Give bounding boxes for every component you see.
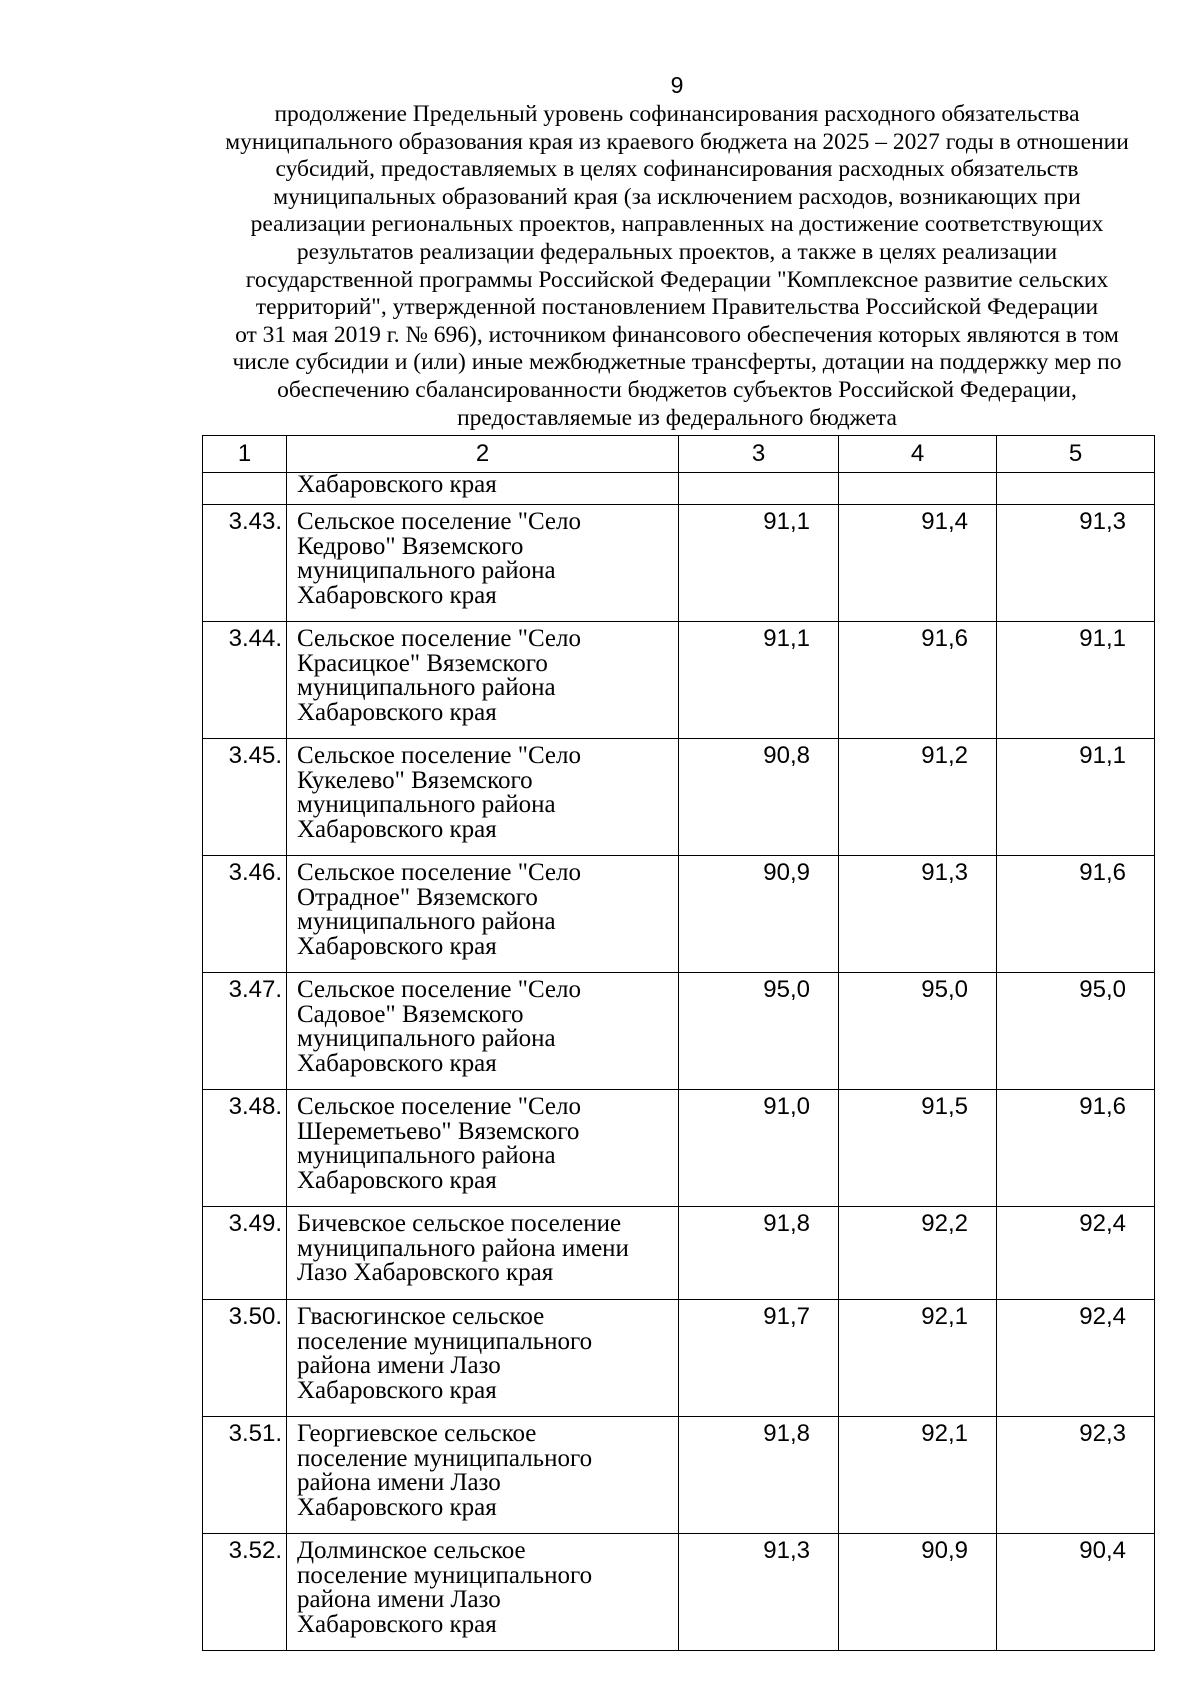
row-name-line: района имени Лазо [297,1352,501,1379]
row-number: 3.47. [203,973,287,1090]
heading-line: территорий", утвержденной постановлением Правительства Российской Федерации [255,294,1099,321]
row-name [287,1207,679,1300]
table-row [203,1090,1155,1207]
row-name [287,622,679,739]
table-row [203,1534,1155,1651]
row-name-line: поселение муниципального [297,1561,593,1589]
value-2026: 91,4 [839,505,997,622]
row-name-line: Лазо Хабаровского края [297,1259,554,1286]
table-row [203,856,1155,973]
value-2027: 92,4 [997,1207,1155,1300]
table-row [203,1300,1155,1417]
value-2027: 92,3 [997,1417,1155,1534]
row-name-line: Сельское поселение "Село [297,859,582,886]
column-header: 4 [839,436,997,473]
row-name-line: Георгиевское сельское [297,1420,537,1447]
row-name-line: Хабаровского края [297,581,497,609]
row-name [287,1300,679,1417]
row-name [287,739,679,856]
heading-line: результатов реализации федеральных проектов, а также в целях реализации [296,238,1058,265]
row-name-line: муниципального района [297,674,556,701]
row-name-line: Долминское сельское [297,1537,526,1564]
continuation-row [203,473,1155,505]
value-2026: 92,1 [839,1300,997,1417]
row-name-line: поселение муниципального [297,1327,593,1355]
row-name-line: Сельское поселение "Село [297,1093,582,1120]
row-name-line: муниципального района [297,557,556,584]
row-number: 3.49. [203,1207,287,1300]
row-name-line: Сельское поселение "Село [297,625,582,652]
row-name-line: муниципального района [297,791,556,818]
row-number: 3.43. [203,505,287,622]
column-header: 5 [997,436,1155,473]
heading-line: муниципального образования края из краевого бюджета на 2025 – 2027 годы в отношении [225,128,1129,155]
value-2027: 91,1 [997,622,1155,739]
value-2026: 91,3 [839,856,997,973]
value-2025: 91,8 [679,1417,839,1534]
row-name-line: Гвасюгинское сельское [297,1303,545,1330]
value-2026: 92,2 [839,1207,997,1300]
row-name-line: Бичевское сельское поселение [297,1210,622,1237]
table-row [203,973,1155,1090]
table-row [203,622,1155,739]
row-name-line: муниципального района имени [297,1234,629,1262]
row-number: 3.51. [203,1417,287,1534]
row-name-line: Хабаровского края [297,932,497,960]
row-name-line: района имени Лазо [297,1469,501,1496]
row-name-line: Кукелево" Вяземского [297,766,533,794]
row-name-line: Хабаровского края [297,1166,497,1194]
row-name-line: муниципального района [297,908,556,935]
row-name-line: муниципального района [297,1025,556,1052]
table-row [203,739,1155,856]
heading-line: предоставляемые из федерального бюджета [457,404,897,431]
value-2027: 95,0 [997,973,1155,1090]
heading-line: государственной программы Российской Федерации "Комплексное развитие сельских [245,266,1109,293]
row-number: 3.44. [203,622,287,739]
row-number: 3.48. [203,1090,287,1207]
row-name-line: Хабаровского края [297,815,497,843]
value-2026: 92,1 [839,1417,997,1534]
row-name-line: Хабаровского края [297,1610,497,1638]
value-2025: 90,8 [679,739,839,856]
value-2027: 91,3 [997,505,1155,622]
row-name-line: Хабаровского края [297,698,497,726]
row-name-line: района имени Лазо [297,1586,501,1613]
value-2026: 91,6 [839,622,997,739]
row-name-line: Сельское поселение "Село [297,742,582,769]
column-header: 3 [679,436,839,473]
row-number: 3.45. [203,739,287,856]
heading-line: числе субсидии и (или) иные межбюджетные трансферты, дотации на поддержку мер по [232,349,1122,376]
value-2026: 90,9 [839,1534,997,1651]
value-2025: 91,8 [679,1207,839,1300]
row-number: 3.46. [203,856,287,973]
table-row [203,1207,1155,1300]
page-number: 9 [670,72,684,98]
value-2025: 91,1 [679,505,839,622]
table-row [203,505,1155,622]
row-number: 3.50. [203,1300,287,1417]
value-2025: 91,1 [679,622,839,739]
row-name-line: Хабаровского края [297,1493,497,1521]
row-name-line: муниципального района [297,1142,556,1169]
row-number: 3.52. [203,1534,287,1651]
cofinancing-table [202,435,1155,1651]
row-name-line: Красицкое" Вяземского [297,649,548,677]
value-2027: 90,4 [997,1534,1155,1651]
value-2026: 95,0 [839,973,997,1090]
column-header: 1 [203,436,287,473]
row-name [287,1534,679,1651]
value-2027: 91,6 [997,1090,1155,1207]
row-name-line: поселение муниципального [297,1444,593,1472]
value-2025: 90,9 [679,856,839,973]
row-name-line: Отрадное" Вяземского [297,883,538,911]
heading-line: муниципальных образований края (за исключением расходов, возникающих при [273,183,1081,210]
value-2025: 91,7 [679,1300,839,1417]
value-2025: 95,0 [679,973,839,1090]
row-name: Хабаровского края [287,473,679,505]
heading-line: субсидий, предоставляемых в целях софинансирования расходных обязательств [275,156,1079,183]
value-2026: 91,2 [839,739,997,856]
row-name-line: Хабаровского края [297,1049,497,1077]
value-2027: 91,1 [997,739,1155,856]
row-name-line: Шереметьево" Вяземского [297,1117,580,1145]
table-row [203,1417,1155,1534]
document-heading [185,101,1169,432]
value-2025: 91,3 [679,1534,839,1651]
heading-line: продолжение Предельный уровень софинансирования расходного обязательства [274,101,1080,127]
row-name [287,856,679,973]
row-name-line: Сельское поселение "Село [297,976,582,1003]
value-2026: 91,5 [839,1090,997,1207]
value-2027: 92,4 [997,1300,1155,1417]
row-name-line: Кедрово" Вяземского [297,532,524,560]
table-header-row [203,436,1155,473]
row-name-line: Хабаровского края [297,1376,497,1404]
value-2027: 91,6 [997,856,1155,973]
row-name [287,505,679,622]
row-name-line: Садовое" Вяземского [297,1000,524,1028]
row-name [287,1417,679,1534]
heading-line: реализации региональных проектов, направленных на достижение соответствующих [250,211,1104,238]
row-name [287,1090,679,1207]
row-name [287,973,679,1090]
heading-line: обеспечению сбалансированности бюджетов субъектов Российской Федерации, [277,376,1077,403]
heading-line: от 31 мая 2019 г. № 696), источником финансового обеспечения которых являются в том [235,321,1119,348]
value-2025: 91,0 [679,1090,839,1207]
column-header: 2 [287,436,679,473]
row-name-line: Сельское поселение "Село [297,508,582,535]
